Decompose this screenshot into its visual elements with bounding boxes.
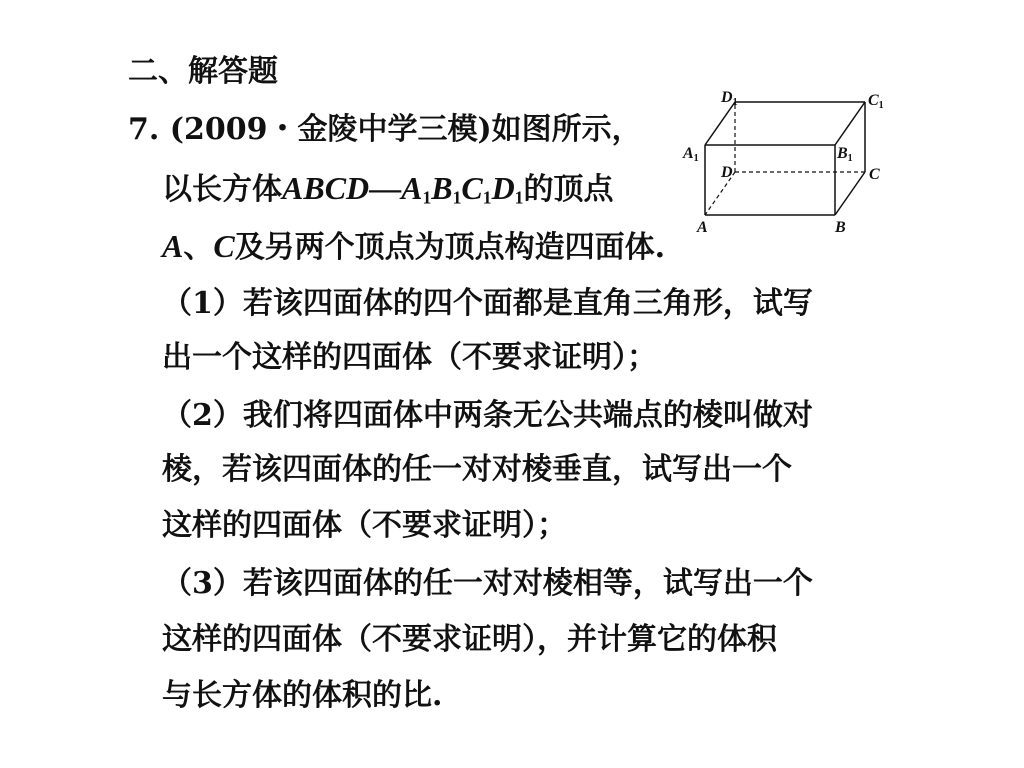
edge-BC [835, 172, 865, 215]
part3-line-1: （3）若该四面体的任一对对棱相等，试写出一个 [162, 566, 813, 601]
section-title: 二、解答题 [128, 54, 278, 89]
problem-header: 7. (2009・金陵中学三模)如图所示， [128, 112, 642, 147]
label-D: D [721, 164, 733, 181]
math-vertices: $ABCD—A_1B_1C_1D_1$ [282, 170, 524, 208]
part2-line-3: 这样的四面体（不要求证明）； [162, 508, 567, 543]
label-C1: C1 [868, 92, 884, 111]
label-A: A [697, 219, 708, 236]
part2-line-2: 棱，若该四面体的任一对对棱垂直，试写出一个 [162, 452, 792, 487]
edge-B1C1 [835, 102, 865, 145]
label-B1: B1 [837, 145, 853, 164]
part1-line-1: （1）若该四面体的四个面都是直角三角形，试写 [162, 286, 813, 321]
part1-line-2: 出一个这样的四面体（不要求证明）； [162, 340, 657, 375]
problem-line-3: A、C及另两个顶点为顶点构造四面体. [162, 228, 666, 265]
edge-A1D1 [705, 102, 735, 145]
math-C: C [213, 228, 235, 264]
cuboid-figure [675, 80, 895, 240]
label-C: C [869, 166, 880, 183]
label-A1: A1 [683, 145, 699, 164]
text-run: 以长方体 [162, 172, 282, 207]
label-B: B [835, 219, 846, 236]
problem-line-2 [162, 168, 613, 217]
part3-line-3: 与长方体的体积的比. [162, 678, 443, 713]
part3-line-2: 这样的四面体（不要求证明），并计算它的体积 [162, 622, 777, 657]
text-run: 的顶点 [523, 172, 614, 207]
math-A: A [162, 228, 184, 264]
part2-line-1: （2）我们将四面体中两条无公共端点的棱叫做对 [162, 398, 813, 433]
label-D1: D1 [721, 89, 738, 108]
text-run: 及另两个顶点为顶点构造四面体. [234, 230, 666, 265]
